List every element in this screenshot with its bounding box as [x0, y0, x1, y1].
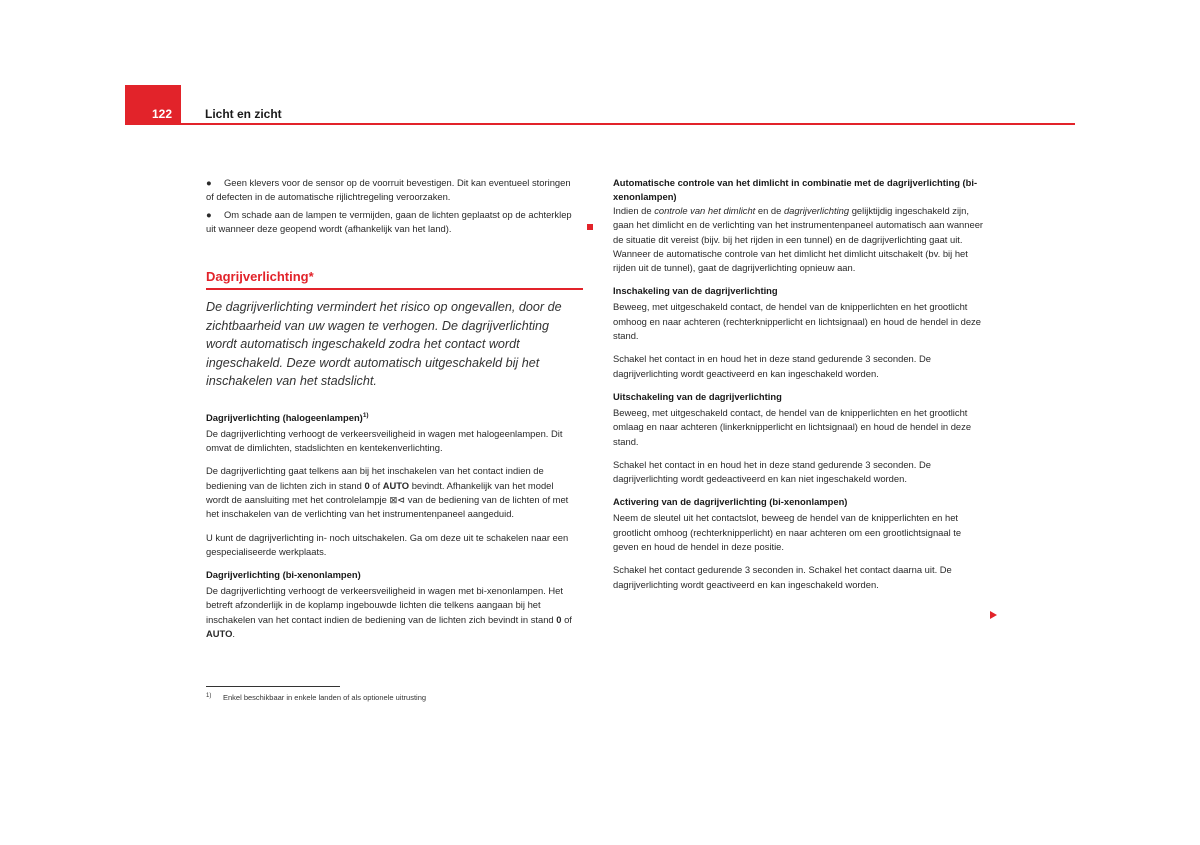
- footnote-rule: [206, 686, 340, 687]
- continue-arrow-icon: [990, 611, 997, 619]
- left-column: [206, 176, 578, 641]
- paragraph: Beweeg, met uitgeschakeld contact, de hendel van de knipperlichten en het grootlicht omhoog en naar achteren (rechterknipperlicht en lichtsignaal) en houd de hendel in deze stand.: [613, 301, 981, 342]
- bullet-item: ● Om schade aan de lampen te vermijden, gaan de lichten geplaatst op de achterklep uit wanneer deze geopend wordt (afhankelijk van het land).: [206, 208, 572, 234]
- footnote-ref: 1): [362, 411, 369, 419]
- paragraph: Indien de controle van het dimlicht en de dagrijverlichting gelijktijdig ingeschakeld zijn, gaan het dimlicht en de verlichting van het instrumentenpaneel automatisch aan wanneer de situatie dit vereist (bijv. bij het rijden in een tunnel) en de dagrijverlichting gaat uit. Wanneer de automatische controle van het dimlicht het dimlicht uitschakelt (bv. bij het rijden uit de tunnel), gaat de dagrijverlichting opnieuw aan.: [613, 205, 984, 274]
- paragraph: De dagrijverlichting verhoogt de verkeersveiligheid in wagen met bi-xenonlampen. Het betreft afzonderlijk in de koplamp ingebouwde lichten die telkens aangaan bij het inschakelen van het contact indien de bediening van de lichten zich bevindt in stand 0 of AUTO.: [206, 585, 572, 640]
- page-number: 122: [152, 107, 173, 121]
- section-title: Dagrijverlichting*: [206, 269, 314, 285]
- bullet-icon: ●: [206, 177, 212, 188]
- paragraph: U kunt de dagrijverlichting in- noch uitschakelen. Ga om deze uit te schakelen naar een gespecialiseerde werkplaats.: [206, 531, 569, 557]
- switch-position-auto: AUTO: [382, 479, 410, 491]
- section-end-marker: [587, 224, 593, 230]
- subheading-xenon: Dagrijverlichting (bi-xenonlampen): [206, 569, 361, 581]
- paragraph: De dagrijverlichting verhoogt de verkeersveiligheid in wagen met halogeenlampen. Dit omvat de dimlichten, stadslichten en kentekenverlichting.: [206, 427, 563, 454]
- switch-position-0: 0: [364, 479, 370, 491]
- running-title: Licht en zicht: [205, 107, 282, 121]
- subheading-halogen: Dagrijverlichting (halogeenlampen)$^{1)}$: [206, 411, 369, 423]
- header-rule: [125, 123, 1075, 125]
- subheading-auto-control: Automatische controle van het dimlicht in combinatie met de dagrijverlichting (bi-xenonlampen): [613, 177, 978, 202]
- bullet-item: ● Geen klevers voor de sensor op de voorruit bevestigen. Dit kan eventueel storingen of defecten in de automatische rijlichtregeling veroorzaken.: [206, 177, 571, 203]
- subheading-deactivation: Uitschakeling van de dagrijverlichting: [613, 390, 782, 402]
- paragraph: Neem de sleutel uit het contactslot, beweeg de hendel van de knipperlichten en het grootlicht omhoog (rechterknipperlicht) en naar achteren om een grootlichtsignaal te geven en houd de hendel in deze positie.: [613, 512, 962, 553]
- paragraph: Beweeg, met uitgeschakeld contact, de hendel van de knipperlichten en het grootlicht omlaag en naar achteren (linkerknipperlicht en lichtsignaal) en houd de hendel in deze stand.: [613, 406, 972, 447]
- right-column: [613, 176, 989, 592]
- switch-position-0: 0: [556, 613, 562, 625]
- section-rule: [206, 288, 583, 290]
- paragraph: Schakel het contact gedurende 3 seconden in. Schakel het contact daarna uit. De dagrijverlichting wordt geactiveerd en kan ingeschakeld worden.: [613, 564, 952, 590]
- switch-position-auto: AUTO: [206, 628, 233, 640]
- section-intro: De dagrijverlichting vermindert het risico op ongevallen, door de zichtbaarheid van uw wagen te verhogen. De dagrijverlichting wordt automatisch ingeschakeld zodra het contact wordt ingeschakeld. Deze wordt automatisch uitgeschakeld bij het inschakelen van het stadslicht.: [206, 300, 562, 389]
- subheading-activation: Inschakeling van de dagrijverlichting: [613, 285, 778, 297]
- subheading-xenon-activation: Activering van de dagrijverlichting (bi-xenonlampen): [613, 496, 848, 508]
- footnote: 1) Enkel beschikbaar in enkele landen of als optionele uitrusting: [206, 693, 427, 702]
- control-lamp-icon: ⊠⊲: [389, 494, 406, 505]
- paragraph: Schakel het contact in en houd het in deze stand gedurende 3 seconden. De dagrijverlichting wordt geactiveerd en kan ingeschakeld worden.: [613, 353, 931, 379]
- paragraph: De dagrijverlichting gaat telkens aan bij het inschakelen van het contact indien de bediening van de lichten zich in stand 0 of AUTO bevindt. Afhankelijk van het model wordt de aansluiting met het controlelampje ⊠⊲ van de bediening van de lichten of met het inschakelen van de verlichting van het instrumentenpaneel aangeduid.: [206, 465, 569, 520]
- paragraph: Schakel het contact in en houd het in deze stand gedurende 3 seconden. De dagrijverlichting wordt gedeactiveerd en kan niet ingeschakeld worden.: [613, 458, 931, 485]
- bullet-icon: ●: [206, 208, 212, 220]
